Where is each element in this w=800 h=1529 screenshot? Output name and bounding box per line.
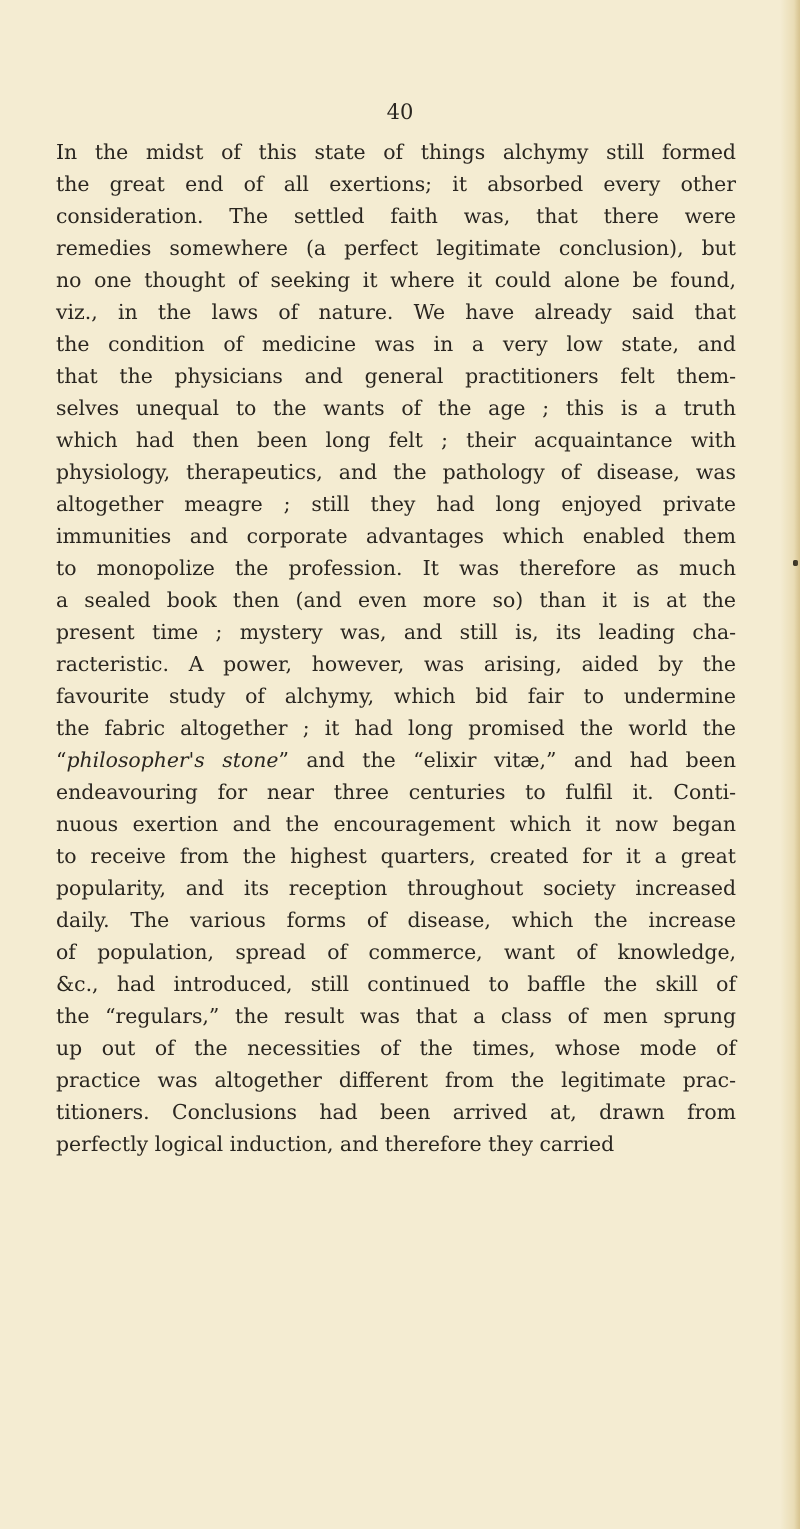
text-segment: remedies somewhere (a perfect legitimate conclusion), but <box>56 236 736 260</box>
text-line <box>56 937 736 967</box>
text-segment: “ <box>56 748 67 772</box>
text-line <box>56 425 736 455</box>
text-segment: of population, spread of commerce, want of knowledge, <box>56 940 736 964</box>
text-segment: the condition of medicine was in a very low state, and <box>56 332 736 356</box>
text-segment: titioners. Conclusions had been arrived at, drawn from <box>56 1100 736 1124</box>
text-segment: perfectly logical induction, and therefore they carried <box>56 1132 615 1156</box>
text-line <box>56 585 736 615</box>
text-segment: altogether meagre ; still they had long enjoyed private <box>56 492 736 516</box>
text-segment: nuous exertion and the encouragement which it now began <box>56 812 736 836</box>
text-line <box>56 329 736 359</box>
text-line <box>56 169 736 199</box>
text-line <box>56 681 736 711</box>
text-line <box>56 969 736 999</box>
text-line <box>56 1033 736 1063</box>
text-line <box>56 361 736 391</box>
page-number: 40 <box>386 100 414 124</box>
text-segment: racteristic. A power, however, was arising, aided by the <box>56 652 736 676</box>
text-segment: physiology, therapeutics, and the pathology of disease, was <box>56 460 736 484</box>
text-line <box>56 297 736 327</box>
text-line <box>56 713 736 743</box>
text-line <box>56 617 736 647</box>
text-segment: present time ; mystery was, and still is, its leading cha- <box>56 620 736 644</box>
text-line <box>56 201 736 231</box>
text-line <box>56 553 736 583</box>
text-segment: the great end of all exertions; it absorbed every other <box>56 172 736 196</box>
text-line <box>56 649 736 679</box>
text-segment: viz., in the laws of nature. We have already said that <box>56 300 736 324</box>
text-segment: the “regulars,” the result was that a class of men sprung <box>56 1004 736 1028</box>
text-segment: practice was altogether different from the legitimate prac- <box>56 1068 736 1092</box>
text-segment: no one thought of seeking it where it could alone be found, <box>56 268 736 292</box>
text-segment: ” and the “elixir vitæ,” and had been <box>278 748 736 772</box>
text-line <box>56 137 736 167</box>
text-segment: immunities and corporate advantages which enabled them <box>56 524 736 548</box>
text-segment: the fabric altogether ; it had long promised the world the <box>56 716 736 740</box>
text-segment: that the physicians and general practitioners felt them- <box>56 364 736 388</box>
page-edge-shade <box>794 0 800 1529</box>
italic-text-segment: philosopher's stone <box>66 748 279 772</box>
text-line <box>56 777 736 807</box>
text-line <box>56 1001 736 1031</box>
text-line <box>56 809 736 839</box>
text-segment: up out of the necessities of the times, whose mode of <box>56 1036 736 1060</box>
text-segment: endeavouring for near three centuries to fulfil it. Conti- <box>56 780 736 804</box>
text-line <box>56 873 736 903</box>
text-line <box>56 521 736 551</box>
text-segment: &c., had introduced, still continued to baffle the skill of <box>56 972 736 996</box>
text-segment: popularity, and its reception throughout society increased <box>56 876 736 900</box>
text-line <box>56 745 736 775</box>
text-line <box>56 233 736 263</box>
text-segment: favourite study of alchymy, which bid fair to undermine <box>56 684 736 708</box>
text-line <box>56 1129 744 1159</box>
text-line <box>56 1097 736 1127</box>
text-segment: a sealed book then (and even more so) than it is at the <box>56 588 736 612</box>
text-segment: In the midst of this state of things alchymy still formed <box>56 140 736 164</box>
text-line <box>56 265 736 295</box>
text-segment: selves unequal to the wants of the age ; this is a truth <box>56 396 736 420</box>
text-line <box>56 841 736 871</box>
text-segment: consideration. The settled faith was, that there were <box>56 204 736 228</box>
text-line <box>56 905 736 935</box>
text-segment: which had then been long felt ; their acquaintance with <box>56 428 736 452</box>
text-segment: to monopolize the profession. It was therefore as much <box>56 556 736 580</box>
text-line <box>56 1065 736 1095</box>
text-segment: to receive from the highest quarters, created for it a great <box>56 844 736 868</box>
text-line <box>56 393 736 423</box>
text-line <box>56 489 736 519</box>
text-line <box>56 457 736 487</box>
text-segment: daily. The various forms of disease, which the increase <box>56 908 736 932</box>
